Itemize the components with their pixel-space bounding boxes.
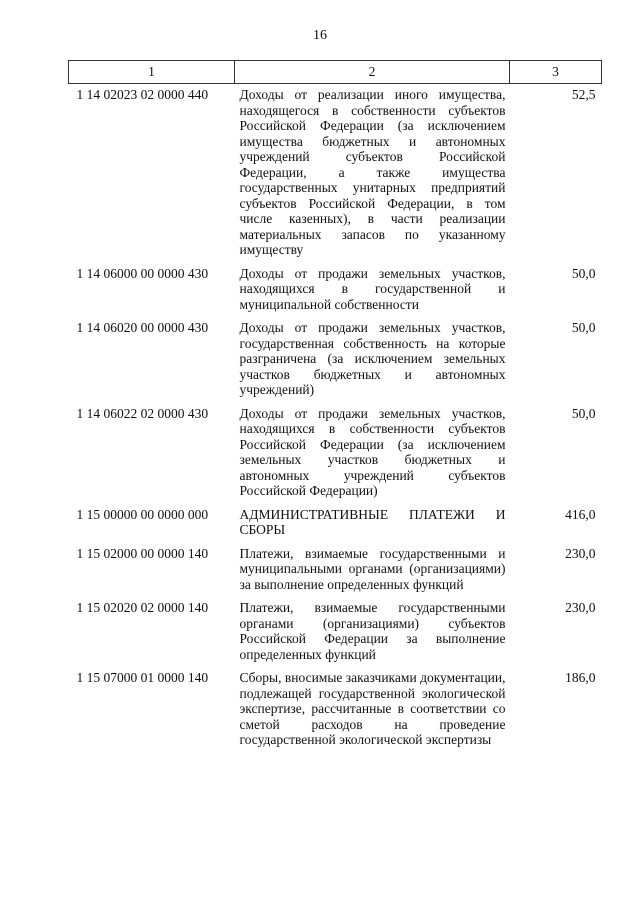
revenue-description: Платежи, взимаемые государственными органами (организациями) субъектов Российской Федерации за выполнение определенных функций	[239, 600, 506, 662]
revenue-code: 1 15 00000 00 0000 000	[76, 506, 209, 522]
revenue-code: 1 14 06020 00 0000 430	[76, 320, 209, 335]
table-row	[69, 84, 602, 263]
table-row	[69, 504, 602, 543]
table-row	[69, 263, 602, 318]
revenue-amount: 52,5	[571, 87, 596, 102]
revenue-code: 1 15 07000 01 0000 140	[76, 670, 209, 685]
revenue-description: Платежи, взимаемые государственными и муниципальными органами (организациями) за выполнение определенных функций	[239, 545, 506, 592]
column-header-3: 3	[510, 61, 602, 84]
revenue-description: Доходы от реализации иного имущества, находящегося в собственности субъектов Российской Федерации (за исключением имущества бюджетных и автономных учреждений субъектов Российской Федерации, а также имущества государственных унитарных предприятий субъектов Российской Федерации, в том числе казенных), в части реализации материальных запасов по указанному имуществу	[239, 87, 506, 257]
revenue-amount: 186,0	[565, 670, 596, 685]
revenue-amount: 230,0	[565, 600, 596, 615]
revenue-description: Доходы от продажи земельных участков, государственная собственность на которые разграничена (за исключением земельных участков бюджетных и автономных учреждений)	[239, 320, 506, 397]
revenue-amount: 230,0	[565, 545, 596, 561]
revenue-description: Доходы от продажи земельных участков, находящихся в собственности субъектов Российской Федерации (за исключением земельных участков бюджетных и автономных учреждений субъектов Российской Федерации)	[239, 405, 506, 498]
revenue-amount: 50,0	[571, 405, 596, 421]
page-number: 16	[313, 28, 327, 43]
revenue-description: Доходы от продажи земельных участков, находящихся в государственной и муниципальной собственности	[239, 265, 506, 312]
table-row	[69, 597, 602, 667]
revenue-description: АДМИНИСТРАТИВНЫЕ ПЛАТЕЖИ И СБОРЫ	[239, 506, 506, 537]
revenue-code: 1 15 02020 02 0000 140	[76, 600, 209, 615]
revenue-code: 1 15 02000 00 0000 140	[76, 545, 209, 561]
column-header-1: 1	[69, 61, 235, 84]
budget-revenue-table	[68, 60, 602, 753]
table-header-row	[69, 61, 602, 84]
table-row	[69, 317, 602, 403]
revenue-code: 1 14 06022 02 0000 430	[76, 405, 209, 421]
column-header-2: 2	[235, 61, 510, 84]
table-row	[69, 667, 602, 753]
revenue-code: 1 14 06000 00 0000 430	[76, 265, 209, 281]
revenue-amount: 50,0	[571, 265, 596, 281]
revenue-description: Сборы, вносимые заказчиками документации, подлежащей государственной экологической экспертизе, рассчитанные в соответствии со сметой расходов на проведение государственной экологической экспертизы	[239, 670, 506, 747]
table-row	[69, 403, 602, 504]
revenue-amount: 416,0	[565, 506, 596, 522]
revenue-amount: 50,0	[571, 320, 596, 335]
table-row	[69, 543, 602, 598]
revenue-code: 1 14 02023 02 0000 440	[76, 87, 209, 102]
